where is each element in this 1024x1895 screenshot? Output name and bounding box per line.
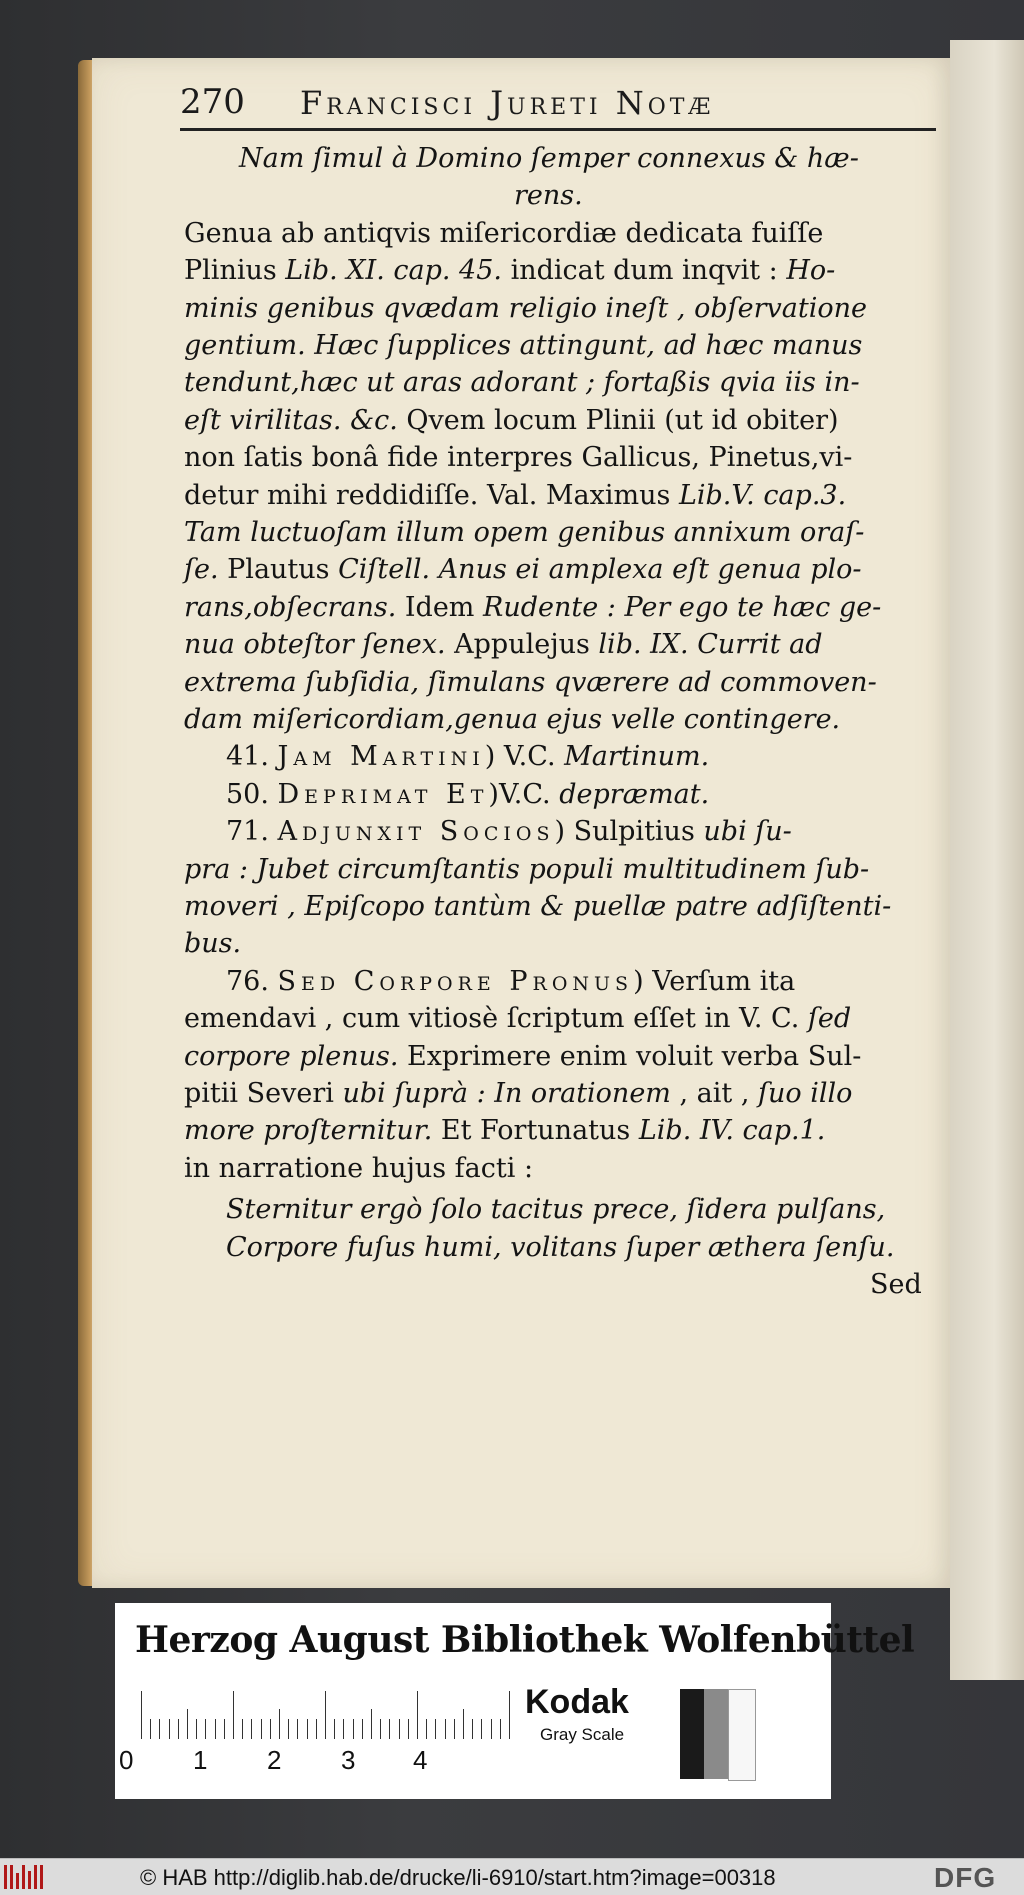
- text-line: [184, 215, 823, 253]
- ruler-tick: [251, 1719, 252, 1739]
- text-segment: non ſatis bonâ fide interpres Gallicus, Pinetus,vi-: [184, 442, 853, 474]
- ruler-tick: [408, 1719, 409, 1739]
- ruler-number: 0: [119, 1745, 134, 1775]
- text-segment: nua obteſtor ſenex.: [184, 629, 446, 661]
- ruler-tick: [454, 1719, 455, 1739]
- text-line: [184, 1038, 861, 1076]
- ruler-tick: [316, 1719, 317, 1739]
- ruler-tick: [325, 1691, 326, 1739]
- ruler-tick: [242, 1719, 243, 1739]
- running-head: Francisci Jureti Notæ: [300, 84, 715, 122]
- text-segment: rens.: [514, 180, 583, 212]
- text-segment: 41.: [226, 741, 278, 773]
- text-segment: Sed: [870, 1269, 922, 1300]
- text-segment: Deprimat Et: [277, 778, 489, 810]
- text-segment: ubi ſu-: [703, 816, 792, 848]
- text-segment: eſt virilitas. &c.: [184, 404, 398, 436]
- page-header: [180, 82, 940, 130]
- text-line: [184, 327, 862, 365]
- ruler-tick: [362, 1719, 363, 1739]
- text-segment: 50.: [226, 778, 278, 810]
- text-line: [184, 439, 852, 477]
- ruler-tick: [178, 1719, 179, 1739]
- institution-name: Herzog August Bibliothek Wolfenbüttel: [135, 1619, 915, 1661]
- text-line: [184, 290, 867, 328]
- text-segment: Plautus: [218, 554, 339, 586]
- text-segment: ubi ſuprà : In orationem: [342, 1078, 671, 1109]
- text-segment: Corpore fuſus humi, volitans ſuper æthera ſenſu.: [226, 1231, 895, 1263]
- ruler-tick: [288, 1719, 289, 1739]
- text-segment: extrema ſubſidia, ſimulans qværere ad commoven-: [184, 666, 877, 698]
- text-segment: Nam ſimul à Domino ſemper connexus & hæ-: [239, 143, 859, 174]
- text-segment: Sternitur ergò ſolo tacitus prece, ſidera pulſans,: [226, 1194, 886, 1226]
- text-line: [184, 589, 881, 627]
- kodak-logo: Kodak: [525, 1683, 629, 1721]
- text-segment: ſuo illo: [757, 1078, 853, 1109]
- text-segment: Sed Corpore Pronus: [277, 965, 634, 997]
- text-line: [184, 1112, 825, 1150]
- text-segment: pra : Jubet circumſtantis populi multitudinem ſub-: [184, 853, 870, 885]
- text-segment: ) Verſum ita: [633, 965, 796, 997]
- text-line: [184, 925, 241, 963]
- text-line: [184, 402, 839, 440]
- text-segment: ) Sulpitius: [554, 816, 704, 848]
- ruler-tick: [435, 1719, 436, 1739]
- text-segment: Exprimere enim voluit verba Sul-: [398, 1040, 862, 1072]
- text-segment: Lib. IV. cap.1.: [638, 1115, 826, 1147]
- ruler-tick: [380, 1719, 381, 1739]
- gray-patch-mid: [704, 1689, 728, 1779]
- text-line: [184, 626, 823, 664]
- ruler-tick: [500, 1719, 501, 1739]
- text-line: [184, 252, 835, 290]
- text-line: [226, 963, 795, 1001]
- ruler-tick: [417, 1691, 418, 1739]
- text-segment: 71.: [226, 816, 278, 848]
- ruler-number: 1: [193, 1745, 208, 1775]
- text-line: [226, 1191, 885, 1229]
- copyright-url: © HAB http://diglib.hab.de/drucke/li-6910/start.htm?image=00318: [140, 1865, 776, 1890]
- ruler-tick: [141, 1691, 142, 1739]
- ruler-tick: [196, 1719, 197, 1739]
- text-segment: dam miſericordiam,genua ejus velle contingere.: [184, 704, 841, 735]
- ruler-tick: [261, 1719, 262, 1739]
- text-segment: ſed: [807, 1003, 852, 1035]
- text-line: [226, 776, 709, 814]
- text-segment: rans,obſecrans.: [184, 591, 397, 623]
- ruler-tick: [205, 1719, 206, 1739]
- text-segment: Jam Martini: [277, 741, 485, 773]
- ruler-tick: [187, 1709, 188, 1739]
- text-segment: Idem: [396, 591, 483, 623]
- gray-scale-label: Gray Scale: [540, 1725, 625, 1744]
- text-segment: emendavi , cum vitiosè ſcriptum eſſet in V. C.: [184, 1003, 808, 1035]
- text-segment: indicat dum inqvit :: [501, 255, 787, 287]
- text-segment: Lib.V. cap.3.: [678, 479, 847, 511]
- header-rule: [180, 128, 936, 131]
- text-segment: 76.: [226, 965, 278, 997]
- ruler-tick: [491, 1719, 492, 1739]
- text-line: [226, 1229, 894, 1267]
- text-segment: lib. IX. Currit ad: [598, 629, 823, 661]
- ruler-tick: [169, 1719, 170, 1739]
- text-line: [239, 140, 859, 178]
- text-segment: pitii Severi: [184, 1078, 343, 1109]
- ruler-tick: [371, 1709, 372, 1739]
- ruler-tick: [509, 1691, 510, 1739]
- text-segment: Ho-: [786, 255, 836, 287]
- ruler-tick: [307, 1719, 308, 1739]
- measurement-ruler: [141, 1689, 521, 1739]
- text-segment: ) V.C.: [484, 741, 565, 773]
- text-line: [870, 1266, 922, 1304]
- text-segment: Tam luctuoſam illum opem genibus annixum oraſ-: [184, 517, 865, 548]
- gray-patch-black: [680, 1689, 704, 1779]
- text-segment: Adjunxit Socios: [277, 816, 555, 848]
- text-line: [184, 514, 864, 552]
- ruler-tick: [270, 1719, 271, 1739]
- ruler-tick: [426, 1719, 427, 1739]
- text-line: [184, 551, 862, 589]
- text-line: [184, 888, 891, 926]
- ruler-number: 3: [341, 1745, 356, 1775]
- adjacent-page-edge: [950, 40, 1024, 1680]
- text-segment: Qvem locum Plinii (ut id obiter): [397, 404, 839, 436]
- text-segment: ſe.: [184, 554, 219, 586]
- text-segment: Appulejus: [445, 629, 599, 661]
- text-segment: tendunt,hæc ut aras adorant ; fortaßis qvia iis in-: [184, 367, 860, 399]
- text-segment: , ait ,: [670, 1078, 758, 1109]
- ruler-tick: [233, 1691, 234, 1739]
- text-segment: Lib. XI. cap. 45.: [285, 255, 502, 287]
- text-segment: corpore plenus.: [184, 1040, 399, 1072]
- text-line: [226, 813, 792, 851]
- ruler-tick: [224, 1719, 225, 1739]
- text-segment: more proſternitur.: [184, 1115, 433, 1147]
- text-segment: Martinum.: [564, 741, 710, 773]
- text-line: [184, 364, 860, 402]
- text-segment: Rudente : Per ego te hæc ge-: [483, 591, 882, 623]
- text-segment: depræmat.: [559, 778, 710, 810]
- page-number: 270: [180, 82, 245, 122]
- hab-logo-icon: [4, 1865, 44, 1889]
- color-calibration-card: [115, 1603, 915, 1799]
- text-segment: in narratione hujus facti :: [184, 1152, 534, 1184]
- text-segment: moveri , Epiſcopo tantùm & puellæ patre adſiſtenti-: [184, 891, 892, 922]
- text-segment: Ciſtell. Anus ei amplexa eſt genua plo-: [338, 554, 862, 586]
- ruler-tick: [343, 1719, 344, 1739]
- ruler-tick: [215, 1719, 216, 1739]
- text-segment: bus.: [184, 928, 242, 960]
- text-line: [184, 701, 840, 739]
- ruler-tick: [334, 1719, 335, 1739]
- ruler-tick: [297, 1719, 298, 1739]
- text-line: [184, 1000, 851, 1038]
- ruler-number: 2: [267, 1745, 282, 1775]
- ruler-tick: [353, 1719, 354, 1739]
- ruler-tick: [389, 1719, 390, 1739]
- text-line: [184, 851, 869, 889]
- text-line: [184, 664, 877, 702]
- ruler-tick: [159, 1719, 160, 1739]
- text-segment: minis genibus qvædam religio ineſt , obſervatione: [184, 292, 867, 324]
- ruler-number: 4: [413, 1745, 428, 1775]
- text-line: [184, 477, 846, 515]
- text-segment: Genua ab antiqvis miſericordiæ dedicata fuiſſe: [184, 217, 824, 249]
- ruler-tick: [399, 1719, 400, 1739]
- text-segment: gentium. Hæc ſupplices attingunt, ad hæc manus: [184, 330, 863, 361]
- ruler-tick: [463, 1709, 464, 1739]
- text-segment: Plinius: [184, 255, 286, 287]
- text-line: [184, 1150, 533, 1188]
- ruler-tick: [472, 1719, 473, 1739]
- footer-bar: [0, 1858, 1024, 1895]
- text-segment: )V.C.: [488, 778, 560, 810]
- text-segment: detur mihi reddidiſſe. Val. Maximus: [184, 479, 679, 511]
- text-line: [226, 738, 709, 776]
- dfg-logo: DFG: [934, 1862, 997, 1893]
- text-line: [514, 177, 583, 215]
- text-segment: Et Fortunatus: [432, 1115, 639, 1147]
- ruler-tick: [279, 1709, 280, 1739]
- gray-patch-white: [728, 1689, 756, 1781]
- text-line: [184, 1075, 852, 1113]
- ruler-tick: [445, 1719, 446, 1739]
- ruler-tick: [481, 1719, 482, 1739]
- ruler-tick: [150, 1719, 151, 1739]
